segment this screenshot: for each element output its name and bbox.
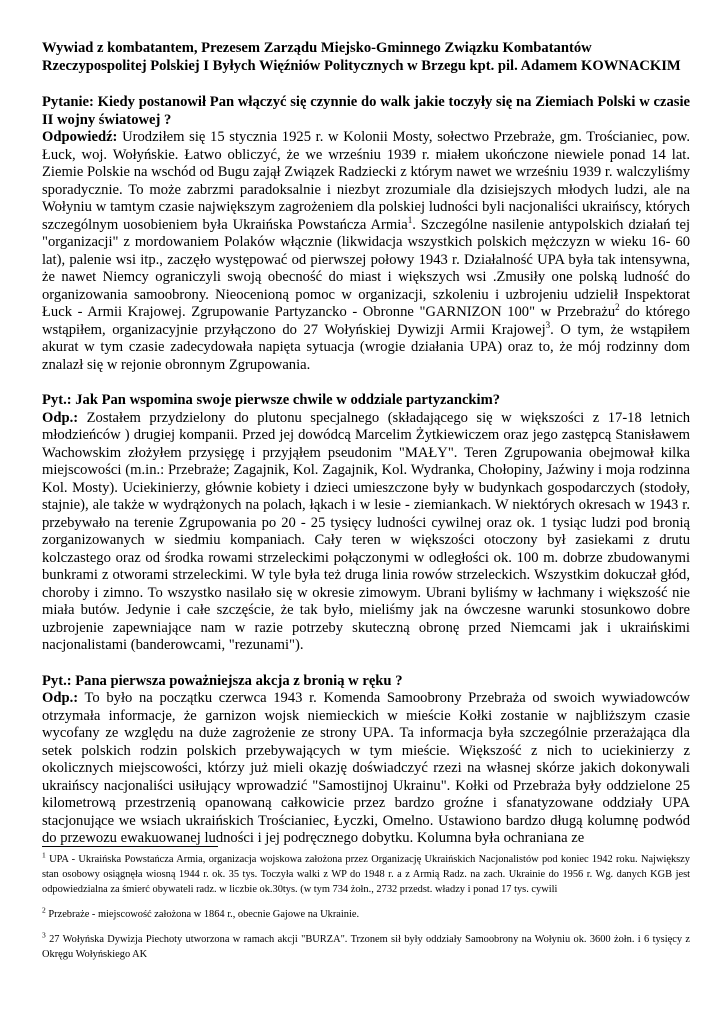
footnotes bbox=[42, 852, 690, 972]
answer-2: Zostałem przydzielony do plutonu specjalnego (składającego się w większości z 17-18 letnich młodzieńców ) drugiej kompanii. Przed jej dowódcą Marcelim Żytkiewiczem oraz jego zastępcą Stanisławem Wachowskim złożyłem przysięgę i przyjąłem pseudonim "MAŁY". Teren Zgrupowania obejmował kilka miejscowości (m.in.: Przebraże; Zagajnik, Kol. Zagajnik, Kol. Wydranka, Chołopiny, Jaźwiny i moja rodzinna Kol. Mosty). Uciekinierzy, głównie kobiety i dzieci umieszczone były w budynkach gospodarczych (stodoły, stajnie), ale także w wydrążonych na polach, łąkach i w lesie - ziemiankach. W niektórych okresach w 1943 r. przebywało na terenie Zgrupowania po 20 - 25 tysięcy ludności cywilnej oraz ok. 1 tysiąc ludzi pod bronią zorganizowanych w siedmiu kompaniach. Cały teren w większości otoczony był zasiekami z drutu kolczastego oraz od środka rowami strzeleckimi połączonymi w odległości ok. 100 m. dobrze zbudowanymi bunkrami z otworami strzeleckimi. W tyle była też druga linia rowów strzeleckich. Wszystkim dokuczał głód, choroby i zimno. To wszystko nasilało się w okresie zimowym. Ubrani byliśmy w łachmany i większość nie miała butów. Jedynie i całe szczęście, że tak było, mieliśmy jak na ówczesne warunki stosunkowo dobre uzbrojenie zapewniające nam w razie potrzeby skuteczną obronę przed Niemcami jak i ukraińskimi nacjonalistami (banderowcami, "rezunami"). bbox=[42, 409, 690, 653]
footnote-2-number: 2 bbox=[42, 905, 46, 915]
footnote-separator bbox=[42, 846, 218, 847]
footnote-ref-2[interactable]: 2 bbox=[615, 302, 620, 313]
section-2 bbox=[42, 392, 690, 655]
document-title: Wywiad z kombatantem, Prezesem Zarządu Miejsko-Gminnego Związku Kombatantów Rzeczypospolitej Polskiej I Byłych Więźniów Politycznych w Brzegu kpt. pil. Adamem KOWNACKIM bbox=[42, 40, 681, 74]
answer-1-part-1: Urodziłem się 15 stycznia 1925 r. w Kolonii Mosty, sołectwo Przebraże, gm. Trościaniec, pow. Łuck, woj. Wołyńskie. Łatwo obliczyć, że we wrześniu 1939 r. miałem ukończone niewiele ponad 14 lat. Ziemie Polskie na wschód od Bugu zajął Związek Radziecki z którym nawet we wrześniu 1939 r. walczyliśmy sporadycznie. To może zabrzmi paradoksalnie i niezbyt zrozumiale dla dzisiejszych młodych ludzi, ale na Wołyniu w tamtym czasie największym zagrożeniem dla polskiej ludności byli nacjonaliści ukraińscy, których szczególnym uosobieniem była Ukraińska Powstańcza Armia bbox=[42, 129, 690, 233]
answer-1-part-3: do którego wstąpiłem, organizacyjnie przyłączono do 27 Wołyńskiej Dywizji Armii Krajowej bbox=[42, 304, 690, 338]
answer-1-part-2: . Szczególne nasilenie antypolskich działań tej "organizacji" z mordowaniem Polaków włącznie (likwidacja wszystkich polskich mężczyzn w wieku 16- 60 lat), palenie wsi itp., zaczęło występować od pierwszej połowy 1943 r. Działalność UPA była tak intensywna, że nawet Niemcy ograniczyli swoją obecność do miast i większych wsi .Zmusiły one polską ludność do organizowania samoobrony. Nieocenioną pomoc w organizacji, szkoleniu i uzbrojeniu udzielił Inspektorat Łuck - Armii Krajowej. Zgrupowanie Partyzancko - Obronne "GARNIZON 100" w Przebrażu bbox=[42, 216, 690, 320]
footnote-1 bbox=[42, 852, 690, 897]
footnote-ref-3[interactable]: 3 bbox=[545, 319, 551, 330]
footnote-2-text: Przebraże - miejscowość założona w 1864 r., obecnie Gajowe na Ukrainie. bbox=[45, 909, 360, 920]
answer-label-2: Odp.: bbox=[42, 409, 79, 426]
footnote-1-number: 1 bbox=[42, 850, 46, 860]
footnote-3-text: 27 Wołyńska Dywizja Piechoty utworzona w ramach akcji "BURZA". Trzonem sił były oddziały Samoobrony na Wołyniu ok. 3600 żołn. i 6 tysięcy z Okręgu Wołyńskiego AK bbox=[42, 934, 690, 960]
section-3 bbox=[42, 673, 690, 848]
answer-1-part-4: . O tym, że wstąpiłem akurat w tym czasie zadecydowała napięta sytuacja (wrogie działania UPA) oraz to, że mój rodzinny dom znalazł się w rejonie obronnym Zgrupowania. bbox=[42, 321, 690, 373]
footnote-1-text: UPA - Ukraińska Powstańcza Armia, organizacja wojskowa założona przez Organizację Ukraińskich Nacjonalistów pod koniec 1942 roku. Największy stan osobowy osiągnęła wiosną 1944 r. ok. 35 tys. Toczyła walki z WP do 1948 r. a z Armią Radz. na zach. Ukrainie do 1956 r. Wg. danych KGB jest odpowiedzialna za śmierć obywateli radz. w liczbie ok.30tys. (w tym 734 żołn., 2732 przedst. władzy i ponad 17 tys. cywili bbox=[42, 854, 690, 895]
footnote-ref-1[interactable]: 1 bbox=[407, 214, 413, 225]
footnote-3-number: 3 bbox=[42, 930, 46, 940]
answer-3: To było na początku czerwca 1943 r. Komenda Samoobrony Przebraża od swoich wywiadowców otrzymała informacje, że garnizon wojsk niemieckich w mieście Kołki zostanie w najbliższym czasie wycofany ze względu na duże zagrożenie ze strony UPA. Ta informacja była szczególnie przerażająca dla setek polskich rodzin polskich przebywających w tym mieście. Większość z nich to uciekinierzy z okolicznych miejscowości, którzy już mieli okazję doświadczyć rzezi na własnej skórze jakich dokonywali ukraińscy nacjonaliści usiłujący wprowadzić "Samostijnoj Ukrainu". Kołki od Przebraża były oddzielone 25 kilometrową przestrzenią opanowaną całkowicie przez bardzo groźne i sfanatyzowane oddziały UPA stacjonujące we wsiach ukraińskich Trościaniec, Łyczki, Omelno. Ustawiono bardzo długą kolumnę podwód do przewozu ewakuowanej ludności i jej podręcznego dobytku. Kolumna była ochraniana ze bbox=[42, 690, 690, 846]
answer-label-3: Odp.: bbox=[42, 690, 79, 706]
footnote-2 bbox=[42, 907, 690, 922]
section-1 bbox=[42, 94, 690, 374]
question-1: Pytanie: Kiedy postanowił Pan włączyć się czynnie do walk jakie toczyły się na Ziemiach Polski w czasie II wojny światowej ? bbox=[42, 94, 690, 128]
document-page bbox=[42, 40, 690, 866]
footnote-3 bbox=[42, 932, 690, 962]
answer-label-1: Odpowiedź: bbox=[42, 129, 118, 145]
question-2: Pyt.: Jak Pan wspomina swoje pierwsze chwile w oddziale partyzanckim? bbox=[42, 392, 501, 408]
question-3: Pyt.: Pana pierwsza poważniejsza akcja z bronią w ręku ? bbox=[42, 672, 403, 689]
